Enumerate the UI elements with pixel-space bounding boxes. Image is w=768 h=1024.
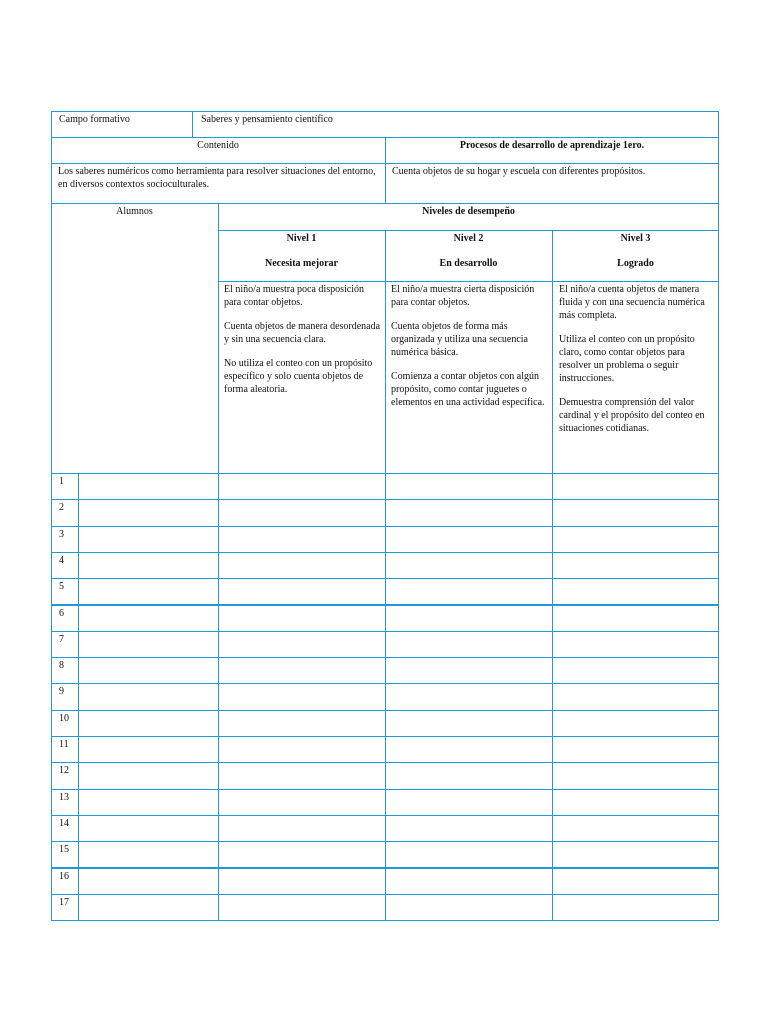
- level-2-cell[interactable]: [386, 553, 553, 578]
- table-row: [51, 631, 719, 658]
- level-2-cell[interactable]: [386, 527, 553, 552]
- student-number: 2: [59, 502, 64, 514]
- level-3-description: [559, 283, 715, 446]
- alumnos-label: Alumnos: [116, 206, 153, 217]
- table-row: [51, 683, 719, 710]
- level-1-cell[interactable]: [219, 606, 386, 631]
- level-3-cell[interactable]: [553, 737, 720, 762]
- level-3-cell[interactable]: [553, 711, 720, 736]
- student-number: 3: [59, 528, 64, 540]
- level-1-cell[interactable]: [219, 790, 386, 815]
- level-1-cell[interactable]: [219, 763, 386, 788]
- level-3-title: Nivel 3: [620, 233, 651, 244]
- level-1-cell[interactable]: [219, 737, 386, 762]
- student-number: 8: [59, 660, 64, 672]
- level-1-cell[interactable]: [219, 474, 386, 499]
- table-row: [51, 841, 719, 868]
- level-2-cell[interactable]: [386, 711, 553, 736]
- student-name-cell[interactable]: [79, 553, 219, 578]
- level-2-cell[interactable]: [386, 579, 553, 604]
- student-number: 15: [59, 844, 69, 856]
- level-3-cell[interactable]: [553, 763, 720, 788]
- level-3-cell[interactable]: [553, 527, 720, 552]
- student-number: 7: [59, 633, 64, 645]
- level-3-cell[interactable]: [553, 869, 720, 894]
- level-2-title: Nivel 2: [453, 233, 484, 244]
- student-name-cell[interactable]: [79, 869, 219, 894]
- level-1-paragraph: No utiliza el conteo con un propósito específico y solo cuenta objetos de forma aleatoria.: [224, 358, 373, 395]
- table-row: [51, 578, 719, 605]
- level-3-cell[interactable]: [553, 500, 720, 525]
- level-1-subtitle: Necesita mejorar: [264, 258, 338, 269]
- level-2-subtitle: En desarrollo: [439, 258, 498, 269]
- table-row: [51, 552, 719, 579]
- table-row: [51, 894, 719, 921]
- student-name-cell[interactable]: [79, 527, 219, 552]
- level-2-paragraph: Cuenta objetos de forma más organizada y utiliza una secuencia numérica básica.: [391, 321, 528, 358]
- level-2-cell[interactable]: [386, 842, 553, 867]
- table-row: [51, 762, 719, 789]
- level-1-cell[interactable]: [219, 579, 386, 604]
- campo-value: Saberes y pensamiento científico: [201, 114, 333, 125]
- table-row: [51, 868, 719, 895]
- level-3-cell[interactable]: [553, 842, 720, 867]
- level-2-description: [391, 283, 546, 420]
- student-name-cell[interactable]: [79, 895, 219, 920]
- student-name-cell[interactable]: [79, 816, 219, 841]
- level-3-cell[interactable]: [553, 790, 720, 815]
- student-number: 10: [59, 712, 69, 724]
- student-name-cell[interactable]: [79, 684, 219, 709]
- level-3-subtitle: Logrado: [617, 258, 654, 269]
- student-number: 11: [59, 739, 69, 750]
- level-3-cell[interactable]: [553, 684, 720, 709]
- level-1-cell[interactable]: [219, 553, 386, 578]
- level-2-cell[interactable]: [386, 869, 553, 894]
- level-2-cell[interactable]: [386, 737, 553, 762]
- table-row: [51, 710, 719, 737]
- level-2-paragraph: Comienza a contar objetos con algún propósito, como contar juguetes o elementos en una actividad específica.: [391, 371, 545, 408]
- level-2-cell[interactable]: [386, 658, 553, 683]
- student-number: 13: [59, 791, 69, 803]
- student-number: 14: [59, 817, 69, 829]
- student-name-cell[interactable]: [79, 763, 219, 788]
- level-3-cell[interactable]: [553, 632, 720, 657]
- niveles-label: Niveles de desempeño: [422, 206, 515, 217]
- level-1-cell[interactable]: [219, 500, 386, 525]
- level-1-paragraph: El niño/a muestra poca disposición para contar objetos.: [224, 284, 364, 308]
- level-3-cell[interactable]: [553, 553, 720, 578]
- student-name-cell[interactable]: [79, 632, 219, 657]
- student-name-cell[interactable]: [79, 500, 219, 525]
- level-2-cell[interactable]: [386, 474, 553, 499]
- student-number: 17: [59, 896, 69, 908]
- level-1-cell[interactable]: [219, 684, 386, 709]
- level-2-cell[interactable]: [386, 816, 553, 841]
- student-name-cell[interactable]: [79, 711, 219, 736]
- table-row: [51, 473, 719, 500]
- student-number: 9: [59, 686, 64, 698]
- level-1-cell[interactable]: [219, 632, 386, 657]
- level-1-cell[interactable]: [219, 816, 386, 841]
- level-3-cell[interactable]: [553, 579, 720, 604]
- level-2-cell[interactable]: [386, 632, 553, 657]
- level-3-cell[interactable]: [553, 895, 720, 920]
- level-3-paragraph: El niño/a cuenta objetos de manera fluida y con una secuencia numérica más completa.: [559, 284, 705, 321]
- table-row: [51, 526, 719, 553]
- level-2-paragraph: El niño/a muestra cierta disposición para contar objetos.: [391, 284, 535, 308]
- table-row: [51, 605, 719, 632]
- table-row: [51, 499, 719, 526]
- level-2-cell[interactable]: [386, 684, 553, 709]
- procesos-text: Cuenta objetos de su hogar y escuela con diferentes propósitos.: [392, 166, 646, 177]
- student-number: 5: [59, 581, 64, 593]
- level-1-paragraph: Cuenta objetos de manera desordenada y sin una secuencia clara.: [224, 321, 381, 345]
- level-3-cell[interactable]: [553, 816, 720, 841]
- level-1-cell[interactable]: [219, 869, 386, 894]
- student-number: 6: [59, 607, 64, 619]
- table-row: [51, 815, 719, 842]
- student-number: 4: [59, 554, 64, 566]
- student-number: 16: [59, 870, 69, 882]
- level-1-title: Nivel 1: [286, 233, 317, 244]
- student-name-cell[interactable]: [79, 474, 219, 499]
- level-1-cell[interactable]: [219, 527, 386, 552]
- level-1-cell[interactable]: [219, 895, 386, 920]
- level-1-cell[interactable]: [219, 658, 386, 683]
- student-name-cell[interactable]: [79, 606, 219, 631]
- student-number: 1: [59, 476, 64, 487]
- level-2-cell[interactable]: [386, 895, 553, 920]
- level-2-cell[interactable]: [386, 606, 553, 631]
- table-row: [51, 736, 719, 763]
- level-3-cell[interactable]: [553, 606, 720, 631]
- level-2-cell[interactable]: [386, 790, 553, 815]
- level-1-cell[interactable]: [219, 711, 386, 736]
- student-name-cell[interactable]: [79, 579, 219, 604]
- table-row: [51, 657, 719, 684]
- student-name-cell[interactable]: [79, 737, 219, 762]
- level-2-cell[interactable]: [386, 500, 553, 525]
- procesos-label: Procesos de desarrollo de aprendizaje 1ero.: [459, 140, 645, 151]
- level-1-cell[interactable]: [219, 842, 386, 867]
- level-3-cell[interactable]: [553, 658, 720, 683]
- student-name-cell[interactable]: [79, 790, 219, 815]
- student-number: 12: [59, 765, 69, 777]
- level-1-description: [224, 283, 382, 407]
- level-3-cell[interactable]: [553, 474, 720, 499]
- campo-row: [51, 111, 719, 138]
- level-3-paragraph: Demuestra comprensión del valor cardinal y el propósito del conteo en situaciones cotidianas.: [559, 397, 705, 434]
- contenido-text: Los saberes numéricos como herramienta para resolver situaciones del entorno, en diversos contextos socioculturales.: [58, 166, 376, 190]
- level-2-cell[interactable]: [386, 763, 553, 788]
- level-3-paragraph: Utiliza el conteo con un propósito claro, como contar objetos para resolver un problema o seguir instrucciones.: [559, 334, 695, 384]
- campo-label: Campo formativo: [59, 114, 130, 125]
- table-row: [51, 789, 719, 816]
- student-name-cell[interactable]: [79, 658, 219, 683]
- contenido-label: Contenido: [197, 140, 239, 151]
- student-name-cell[interactable]: [79, 842, 219, 867]
